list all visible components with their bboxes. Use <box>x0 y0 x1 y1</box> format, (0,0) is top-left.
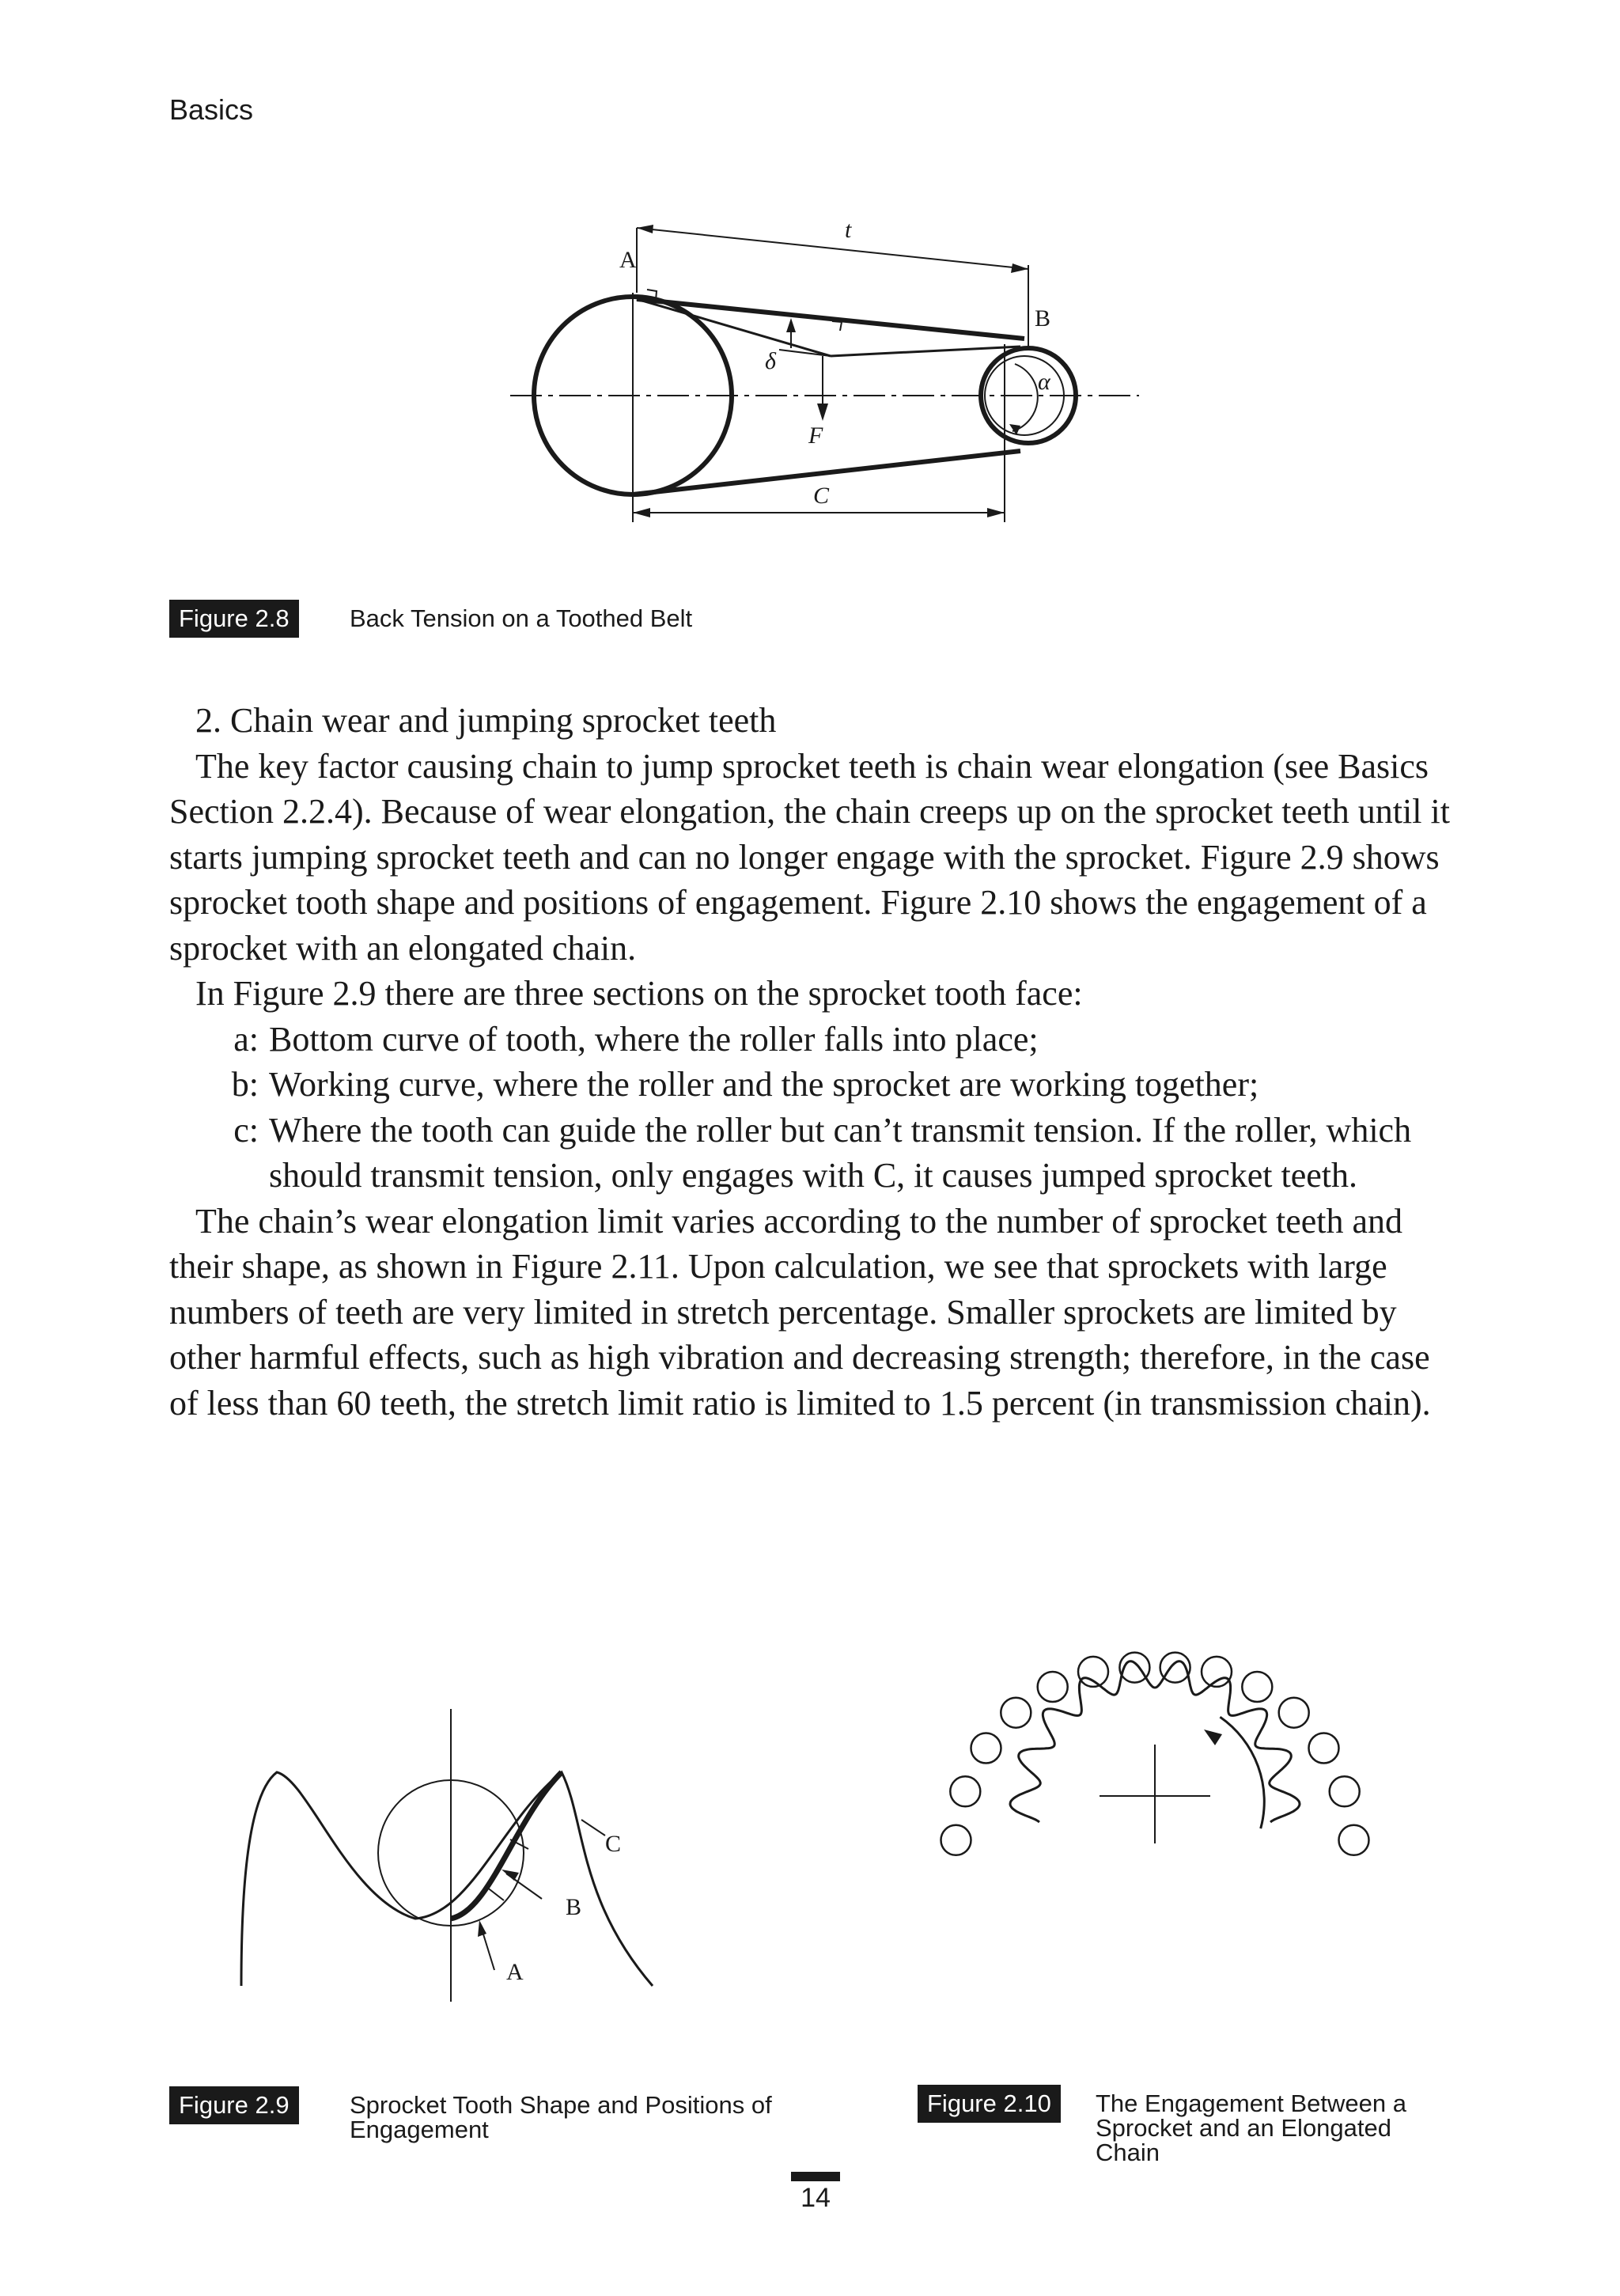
label-a: A <box>619 247 637 273</box>
sprocket-tooth-drawing <box>229 1701 672 2010</box>
running-head: Basics <box>169 93 254 126</box>
rotation-arrow <box>1220 1711 1278 1828</box>
tooth-profile <box>241 1772 653 1986</box>
chain-roller <box>1038 1672 1068 1702</box>
list-item-b: b: Working curve, where the roller and the sprocket are working together; <box>231 1065 1259 1104</box>
list-item-a: a: Bottom curve of tooth, where the roller falls into place; <box>233 1019 1039 1059</box>
paragraph-3: The chain’s wear elongation limit varies according to the number of sprocket teeth and their shape, as shown in Figure 2.11. Upon calculation, we see that sprockets with large numbers of teeth are very limited in stretch percentage. Smaller sprockets are limited by other harmful effects, such as high vibration and decreasing strength; therefore, in the case of less than 60 teeth, the stretch limit ratio is limited to 1.5 percent (in transmission chain). <box>169 1201 1431 1423</box>
label-c: C <box>813 483 830 509</box>
figure-2-8-caption <box>169 600 1198 639</box>
chain-roller <box>950 1776 980 1806</box>
chain-roller <box>1001 1698 1031 1728</box>
figure-2-10-caption <box>918 2085 1471 2164</box>
chain-roller <box>941 1825 971 1855</box>
figure-2-10-title: The Engagement Between a Sprocket and an Elongated Chain <box>1096 2090 1406 2166</box>
label-t: t <box>845 217 852 243</box>
figure-2-9-number: Figure 2.9 <box>169 2086 299 2124</box>
dimension-t-line <box>637 228 1028 269</box>
working-curve <box>451 1772 562 1919</box>
figure-2-8-title: Back Tension on a Toothed Belt <box>350 604 693 632</box>
figure-2-8-number: Figure 2.8 <box>169 600 299 638</box>
label-c: C <box>605 1831 622 1857</box>
chain-roller <box>1330 1776 1360 1806</box>
label-b: B <box>1035 305 1051 332</box>
chain-roller <box>1309 1733 1339 1764</box>
label-b: B <box>566 1894 582 1920</box>
paragraph-2: In Figure 2.9 there are three sections on the sprocket tooth face: <box>195 974 1083 1013</box>
figure-2-10-diagram <box>925 1606 1400 2010</box>
body-text <box>169 698 1467 1426</box>
label-delta: δ <box>765 348 776 374</box>
label-a: A <box>506 1959 524 1985</box>
belt-drive-drawing <box>475 214 1147 546</box>
chain-roller <box>971 1733 1001 1764</box>
figure-2-10-number: Figure 2.10 <box>918 2085 1061 2123</box>
figure-2-8-diagram <box>475 214 1147 546</box>
chain-roller <box>1242 1672 1272 1702</box>
label-alpha: α <box>1038 369 1050 395</box>
chain-roller <box>1339 1825 1369 1855</box>
page-number: 14 <box>791 2172 840 2214</box>
label-f: F <box>808 422 823 449</box>
section-heading: 2. Chain wear and jumping sprocket teeth <box>195 701 777 740</box>
figure-2-9-title: Sprocket Tooth Shape and Positions of Engagement <box>350 2091 772 2143</box>
list-item-c: c: Where the tooth can guide the roller but can’t transmit tension. If the roller, which should transmit tension, only engages with C, it causes jumped sprocket teeth. <box>233 1110 1412 1195</box>
figure-2-9-diagram <box>229 1701 672 2010</box>
paragraph-1: The key factor causing chain to jump sprocket teeth is chain wear elongation (see Basics Section 2.2.4). Because of wear elongation, the chain creeps up on the sprocket teeth until it starts jumping sprocket teeth and can no longer engage with the sprocket. Figure 2.9 shows sprocket tooth shape and positions of engagement. Figure 2.10 shows the engagement of a sprocket with an elongated chain. <box>169 746 1450 968</box>
figure-2-9-caption <box>169 2086 881 2158</box>
elongated-chain-drawing <box>925 1606 1400 2010</box>
chain-roller <box>1279 1698 1309 1728</box>
